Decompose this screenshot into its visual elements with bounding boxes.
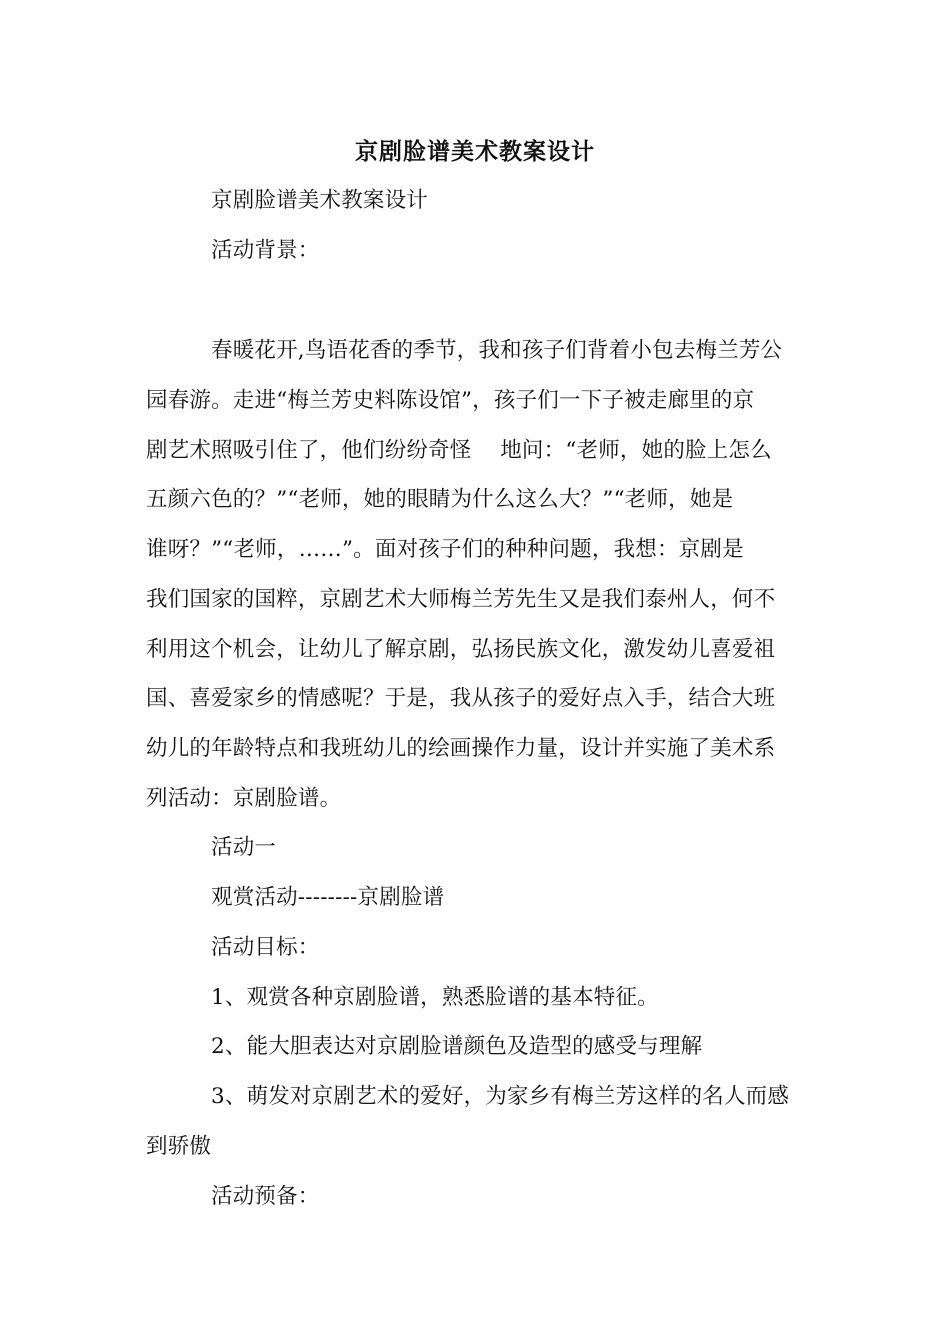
paragraph-line: 我们国家的国粹，京剧艺术大师梅兰芳先生又是我们泰州人，何不 xyxy=(146,587,776,612)
paragraph-line: 利用这个机会，让幼儿了解京剧，弘扬民族文化，激发幼儿喜爱祖 xyxy=(146,637,776,662)
paragraph-line: 五颜六色的？”“老师，她的眼睛为什么这么大？”“老师，她是 xyxy=(146,487,734,512)
section-heading-goals: 活动目标： xyxy=(211,935,320,960)
activity-name: 观赏活动--------京剧脸谱 xyxy=(211,885,445,910)
goal-item-2: 2、能大胆表达对京剧脸谱颜色及造型的感受与理解 xyxy=(211,1034,703,1059)
paragraph-line: 剧艺术照吸引住了，他们纷纷奇怪 地问：“老师，她的脸上怎么 xyxy=(146,438,772,463)
paragraph-line: 园春游。走进“梅兰芳史料陈设馆”，孩子们一下子被走廊里的京 xyxy=(146,388,755,413)
paragraph-line: 列活动：京剧脸谱。 xyxy=(146,786,342,811)
section-heading-preparation: 活动预备： xyxy=(211,1184,320,1209)
document-title: 京剧脸谱美术教案设计 xyxy=(355,138,595,165)
goal-item-3-continued: 到骄傲 xyxy=(146,1134,212,1159)
goal-item-1: 1、观赏各种京剧脸谱，熟悉脸谱的基本特征。 xyxy=(211,985,659,1010)
section-heading-activity-one: 活动一 xyxy=(211,835,277,860)
paragraph-line: 国、喜爱家乡的情感呢？于是，我从孩子的爱好点入手，结合大班 xyxy=(146,686,776,711)
section-heading-background: 活动背景： xyxy=(211,238,320,263)
paragraph-line: 春暖花开,鸟语花香的季节，我和孩子们背着小包去梅兰芳公 xyxy=(211,338,783,363)
subtitle-line: 京剧脸谱美术教案设计 xyxy=(211,188,429,213)
paragraph-line: 谁呀？”“老师，……”。面对孩子们的种种问题，我想：京剧是 xyxy=(146,537,744,562)
paragraph-line: 幼儿的年龄特点和我班幼儿的绘画操作力量，设计并实施了美术系 xyxy=(146,736,776,761)
goal-item-3: 3、萌发对京剧艺术的爱好，为家乡有梅兰芳这样的名人而感 xyxy=(211,1084,790,1109)
